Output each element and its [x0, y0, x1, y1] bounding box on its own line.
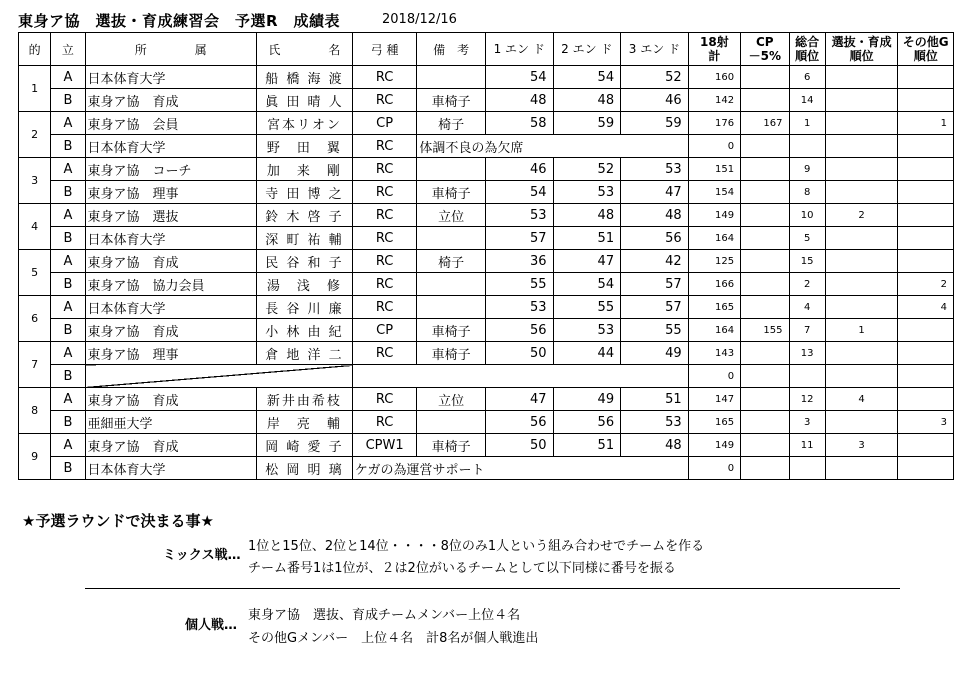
col-header-total [688, 33, 740, 66]
table-row [19, 89, 954, 112]
notes-section-title: ★予選ラウンドで決まる事★ [22, 512, 214, 530]
e3-cell: 48 [621, 204, 689, 227]
cp-cell [741, 89, 789, 112]
report-date: 2018/12/16 [382, 12, 457, 27]
e3-cell: 57 [621, 273, 689, 296]
shimei-cell: 岸 亮 輔 [257, 411, 353, 434]
tachi-cell: A [51, 342, 85, 365]
shozoku-cell: 亜細亜大学 [85, 411, 256, 434]
e1-cell: 57 [485, 227, 553, 250]
senbatsu-cell: 4 [825, 388, 898, 411]
e1-cell: 58 [485, 112, 553, 135]
shimei-cell: 倉 地 洋 二 [257, 342, 353, 365]
e2-cell: 56 [553, 411, 621, 434]
shozoku-cell: 東身ア協 育成 [85, 319, 256, 342]
biko-cell [417, 66, 486, 89]
mix-line-1: 1位と15位、2位と14位・・・・8位のみ1人という組み合わせでチームを作る [248, 539, 705, 554]
col-header-end1: 1 エン ド [485, 33, 553, 66]
e2-cell: 48 [553, 204, 621, 227]
e2-cell: 54 [553, 273, 621, 296]
tachi-cell: B [51, 227, 85, 250]
overall-cell [789, 135, 825, 158]
e3-cell: 47 [621, 181, 689, 204]
kyushu-cell: ケガの為運営サポート [352, 457, 688, 480]
col-header-tachi: 立 [51, 33, 85, 66]
col-header-cp-line2: －5% [748, 49, 781, 63]
total-cell: 166 [688, 273, 740, 296]
e1-cell: 54 [485, 66, 553, 89]
e3-cell: 55 [621, 319, 689, 342]
shimei-cell: 岡 崎 愛 子 [257, 434, 353, 457]
e3-cell: 53 [621, 411, 689, 434]
e3-cell: 42 [621, 250, 689, 273]
overall-cell: 7 [789, 319, 825, 342]
cp-cell [741, 388, 789, 411]
e1-cell: 56 [485, 411, 553, 434]
indiv-label: 個人戦… [185, 618, 238, 633]
kyushu-cell: RC [352, 135, 417, 158]
mato-cell: 4 [19, 204, 51, 250]
overall-cell: 14 [789, 89, 825, 112]
senbatsu-cell [825, 227, 898, 250]
shozoku-cell: 東身ア協 協力会員 [85, 273, 256, 296]
total-cell: 165 [688, 296, 740, 319]
table-row [19, 227, 954, 250]
biko-cell: 立位 [417, 204, 486, 227]
overall-cell: 6 [789, 66, 825, 89]
kyushu-cell: CPW1 [352, 434, 417, 457]
biko-cell: 車椅子 [417, 89, 486, 112]
total-cell: 143 [688, 342, 740, 365]
shozoku-cell: 日本体育大学 [85, 457, 256, 480]
senbatsu-cell [825, 66, 898, 89]
shimei-cell: 鈴 木 啓 子 [257, 204, 353, 227]
shozoku-cell: 東身ア協 育成 [85, 434, 256, 457]
table-row [19, 434, 954, 457]
biko-cell: 車椅子 [417, 342, 486, 365]
mato-cell: 9 [19, 434, 51, 480]
biko-cell: 体調不良の為欠席 [417, 135, 688, 158]
cp-cell [741, 204, 789, 227]
shozoku-cell: 日本体育大学 [85, 135, 256, 158]
col-header-senbatsu-line2: 順位 [849, 49, 874, 63]
e3-cell: 57 [621, 296, 689, 319]
total-cell: 142 [688, 89, 740, 112]
total-cell: 149 [688, 204, 740, 227]
shimei-cell: 小 林 由 紀 [257, 319, 353, 342]
e2-cell: 52 [553, 158, 621, 181]
mato-cell: 1 [19, 66, 51, 112]
e2-cell: 51 [553, 434, 621, 457]
cp-cell [741, 296, 789, 319]
shozoku-cell: 日本体育大学 [85, 66, 256, 89]
total-cell: 164 [688, 227, 740, 250]
e1-cell: 53 [485, 204, 553, 227]
otherg-cell [898, 250, 954, 273]
col-header-total-line2: 計 [708, 49, 721, 63]
shimei-cell: 松 岡 明 璃 [257, 457, 353, 480]
shimei-cell: 加 来 剛 [257, 158, 353, 181]
senbatsu-cell [825, 89, 898, 112]
overall-cell: 10 [789, 204, 825, 227]
kyushu-cell: CP [352, 319, 417, 342]
biko-cell [417, 296, 486, 319]
shimei-cell: 眞 田 晴 人 [257, 89, 353, 112]
mato-cell: 5 [19, 250, 51, 296]
table-row [19, 250, 954, 273]
col-header-overall-line2: 順位 [795, 49, 820, 63]
shimei-cell: 新井由希枝 [257, 388, 353, 411]
col-header-otherg-line2: 順位 [913, 49, 938, 63]
e2-cell: 47 [553, 250, 621, 273]
overall-cell: 12 [789, 388, 825, 411]
e1-cell: 47 [485, 388, 553, 411]
senbatsu-cell [825, 250, 898, 273]
kyushu-cell: RC [352, 158, 417, 181]
e2-cell: 48 [553, 89, 621, 112]
e1-cell: 54 [485, 181, 553, 204]
otherg-cell [898, 66, 954, 89]
shimei-cell: 野 田 翼 [257, 135, 353, 158]
col-header-mato: 的 [19, 33, 51, 66]
cp-cell [741, 135, 789, 158]
mix-label: ミックス戦… [163, 548, 241, 563]
cp-cell [741, 250, 789, 273]
e2-cell: 51 [553, 227, 621, 250]
otherg-cell [898, 227, 954, 250]
senbatsu-cell [825, 365, 898, 388]
col-header-overall-line1: 総合 [795, 35, 820, 49]
shozoku-cell: 東身ア協 育成 [85, 388, 256, 411]
tachi-cell: A [51, 434, 85, 457]
senbatsu-cell [825, 457, 898, 480]
tachi-cell: A [51, 112, 85, 135]
e2-cell: 49 [553, 388, 621, 411]
tachi-cell: A [51, 204, 85, 227]
cp-cell [741, 227, 789, 250]
cp-cell [741, 365, 789, 388]
biko-cell: 車椅子 [417, 319, 486, 342]
results-table-body [19, 66, 954, 480]
e1-cell: 36 [485, 250, 553, 273]
shimei-cell: 船 橋 海 渡 [257, 66, 353, 89]
table-row [19, 135, 954, 158]
table-row [19, 66, 954, 89]
col-header-senbatsu-line1: 選抜・育成 [831, 35, 892, 49]
col-header-total-line1: 18射 [700, 35, 729, 49]
shozoku-cell: 東身ア協 コーチ [85, 158, 256, 181]
tachi-cell: A [51, 158, 85, 181]
mato-cell: 2 [19, 112, 51, 158]
table-header-row [19, 33, 954, 66]
biko-cell: 車椅子 [417, 434, 486, 457]
kyushu-cell: CP [352, 112, 417, 135]
table-row [19, 457, 954, 480]
shimei-cell: 長 谷 川 廉 [257, 296, 353, 319]
e1-cell: 55 [485, 273, 553, 296]
tachi-cell: B [51, 457, 85, 480]
cp-cell [741, 66, 789, 89]
e2-cell: 54 [553, 66, 621, 89]
overall-cell: 2 [789, 273, 825, 296]
e1-cell: 50 [485, 342, 553, 365]
indiv-line-2: その他Gメンバー 上位４名 計8名が個人戦進出 [248, 631, 539, 646]
overall-cell [789, 457, 825, 480]
senbatsu-cell: 1 [825, 319, 898, 342]
senbatsu-cell [825, 135, 898, 158]
col-header-cp [741, 33, 789, 66]
biko-cell [417, 411, 486, 434]
overall-cell: 15 [789, 250, 825, 273]
overall-cell: 13 [789, 342, 825, 365]
shozoku-cell: 日本体育大学 [85, 227, 256, 250]
shozoku-cell: 東身ア協 会員 [85, 112, 256, 135]
biko-cell [417, 227, 486, 250]
col-header-senbatsu [825, 33, 898, 66]
col-header-shozoku: 所 属 [85, 33, 256, 66]
total-cell: 0 [688, 457, 740, 480]
kyushu-cell: RC [352, 181, 417, 204]
indiv-line-1: 東身ア協 選抜、育成チームメンバー上位４名 [248, 608, 521, 623]
total-cell: 149 [688, 434, 740, 457]
e3-cell: 53 [621, 158, 689, 181]
cp-cell [741, 181, 789, 204]
overall-cell: 3 [789, 411, 825, 434]
e3-cell: 51 [621, 388, 689, 411]
kyushu-cell: RC [352, 388, 417, 411]
kyushu-cell: RC [352, 66, 417, 89]
shozoku-cell: 東身ア協 育成 [85, 89, 256, 112]
biko-cell: 立位 [417, 388, 486, 411]
page-header [18, 10, 340, 30]
cp-cell [741, 158, 789, 181]
otherg-cell [898, 204, 954, 227]
shimei-cell: 宮本リオン [257, 112, 353, 135]
tachi-cell: B [51, 273, 85, 296]
results-table [18, 32, 954, 480]
tachi-cell: B [51, 89, 85, 112]
overall-cell [789, 365, 825, 388]
otherg-cell [898, 135, 954, 158]
cp-cell [741, 457, 789, 480]
senbatsu-cell [825, 273, 898, 296]
e2-cell: 55 [553, 296, 621, 319]
tachi-cell: A [51, 296, 85, 319]
otherg-cell [898, 434, 954, 457]
kyushu-cell: RC [352, 89, 417, 112]
e3-cell: 52 [621, 66, 689, 89]
shozoku-cell: 東身ア協 理事 [85, 181, 256, 204]
col-header-end3: 3 エン ド [621, 33, 689, 66]
total-cell: 147 [688, 388, 740, 411]
overall-cell: 8 [789, 181, 825, 204]
col-header-end2: 2 エン ド [553, 33, 621, 66]
total-cell: 151 [688, 158, 740, 181]
table-row [19, 158, 954, 181]
e1-cell: 56 [485, 319, 553, 342]
kyushu-cell: RC [352, 411, 417, 434]
total-cell: 125 [688, 250, 740, 273]
total-cell: 160 [688, 66, 740, 89]
otherg-cell [898, 89, 954, 112]
otherg-cell [898, 158, 954, 181]
cp-cell [741, 342, 789, 365]
e3-cell: 59 [621, 112, 689, 135]
cp-cell [741, 411, 789, 434]
otherg-cell [898, 319, 954, 342]
senbatsu-cell: 2 [825, 204, 898, 227]
biko-cell [417, 158, 486, 181]
e3-cell: 48 [621, 434, 689, 457]
tachi-cell: B [51, 365, 85, 388]
otherg-cell [898, 342, 954, 365]
shozoku-cell: 東身ア協 育成 [85, 250, 256, 273]
table-row [19, 112, 954, 135]
senbatsu-cell [825, 342, 898, 365]
col-header-shimei: 氏 名 [257, 33, 353, 66]
cp-cell [741, 273, 789, 296]
tachi-cell: B [51, 411, 85, 434]
col-header-overall [789, 33, 825, 66]
shimei-cell: 寺 田 博 之 [257, 181, 353, 204]
kyushu-cell: RC [352, 250, 417, 273]
cp-cell: 167 [741, 112, 789, 135]
shozoku-cell: 日本体育大学 [85, 296, 256, 319]
tachi-cell: A [51, 388, 85, 411]
kyushu-cell: RC [352, 273, 417, 296]
e1-cell: 46 [485, 158, 553, 181]
senbatsu-cell [825, 411, 898, 434]
overall-cell: 4 [789, 296, 825, 319]
mato-cell: 3 [19, 158, 51, 204]
kyushu-cell: RC [352, 342, 417, 365]
e3-cell: 49 [621, 342, 689, 365]
total-cell: 165 [688, 411, 740, 434]
biko-cell: 車椅子 [417, 181, 486, 204]
senbatsu-cell [825, 296, 898, 319]
table-row [19, 319, 954, 342]
mix-line-2: チーム番号1は1位が、２は2位がいるチームとして以下同様に番号を振る [248, 561, 676, 576]
col-header-cp-line1: CP [756, 35, 774, 49]
e1-cell: 48 [485, 89, 553, 112]
biko-cell [417, 273, 486, 296]
e2-cell: 53 [553, 181, 621, 204]
e1-cell: 50 [485, 434, 553, 457]
e3-cell: 46 [621, 89, 689, 112]
empty-slot-cell [85, 365, 352, 388]
total-cell: 164 [688, 319, 740, 342]
mato-cell: 6 [19, 296, 51, 342]
shimei-cell: 深 町 祐 輔 [257, 227, 353, 250]
e1-cell: 53 [485, 296, 553, 319]
table-row [19, 296, 954, 319]
overall-cell: 5 [789, 227, 825, 250]
otherg-cell: 2 [898, 273, 954, 296]
total-cell: 176 [688, 112, 740, 135]
table-row [19, 273, 954, 296]
e2-cell: 59 [553, 112, 621, 135]
kyushu-cell [352, 365, 688, 388]
senbatsu-cell [825, 181, 898, 204]
senbatsu-cell [825, 112, 898, 135]
table-row [19, 388, 954, 411]
otherg-cell: 3 [898, 411, 954, 434]
e3-cell: 56 [621, 227, 689, 250]
col-header-biko: 備 考 [417, 33, 486, 66]
col-header-kyushu: 弓 種 [352, 33, 417, 66]
tachi-cell: A [51, 250, 85, 273]
otherg-cell [898, 365, 954, 388]
table-row [19, 204, 954, 227]
table-row [19, 342, 954, 365]
e2-cell: 53 [553, 319, 621, 342]
otherg-cell: 1 [898, 112, 954, 135]
tachi-cell: B [51, 319, 85, 342]
e2-cell: 44 [553, 342, 621, 365]
shozoku-cell: 東身ア協 選抜 [85, 204, 256, 227]
page-title: 東身ア協 選抜・育成練習会 予選R 成績表 [18, 11, 341, 30]
notes-divider [85, 588, 900, 589]
col-header-otherg-line1: その他G [902, 35, 949, 49]
table-row [19, 411, 954, 434]
biko-cell: 椅子 [417, 112, 486, 135]
cp-cell: 155 [741, 319, 789, 342]
overall-cell: 9 [789, 158, 825, 181]
kyushu-cell: RC [352, 227, 417, 250]
mato-cell: 8 [19, 388, 51, 434]
overall-cell: 1 [789, 112, 825, 135]
table-row [19, 181, 954, 204]
otherg-cell [898, 457, 954, 480]
total-cell: 0 [688, 135, 740, 158]
shimei-cell: 湯 浅 修 [257, 273, 353, 296]
shozoku-cell: 東身ア協 理事 [85, 342, 256, 365]
kyushu-cell: RC [352, 296, 417, 319]
tachi-cell: B [51, 181, 85, 204]
tachi-cell: A [51, 66, 85, 89]
otherg-cell: 4 [898, 296, 954, 319]
total-cell: 154 [688, 181, 740, 204]
senbatsu-cell: 3 [825, 434, 898, 457]
otherg-cell [898, 388, 954, 411]
otherg-cell [898, 181, 954, 204]
senbatsu-cell [825, 158, 898, 181]
mato-cell: 7 [19, 342, 51, 388]
table-row [19, 365, 954, 388]
total-cell: 0 [688, 365, 740, 388]
cp-cell [741, 434, 789, 457]
overall-cell: 11 [789, 434, 825, 457]
tachi-cell: B [51, 135, 85, 158]
shimei-cell: 民 谷 和 子 [257, 250, 353, 273]
kyushu-cell: RC [352, 204, 417, 227]
biko-cell: 椅子 [417, 250, 486, 273]
col-header-otherg [898, 33, 954, 66]
